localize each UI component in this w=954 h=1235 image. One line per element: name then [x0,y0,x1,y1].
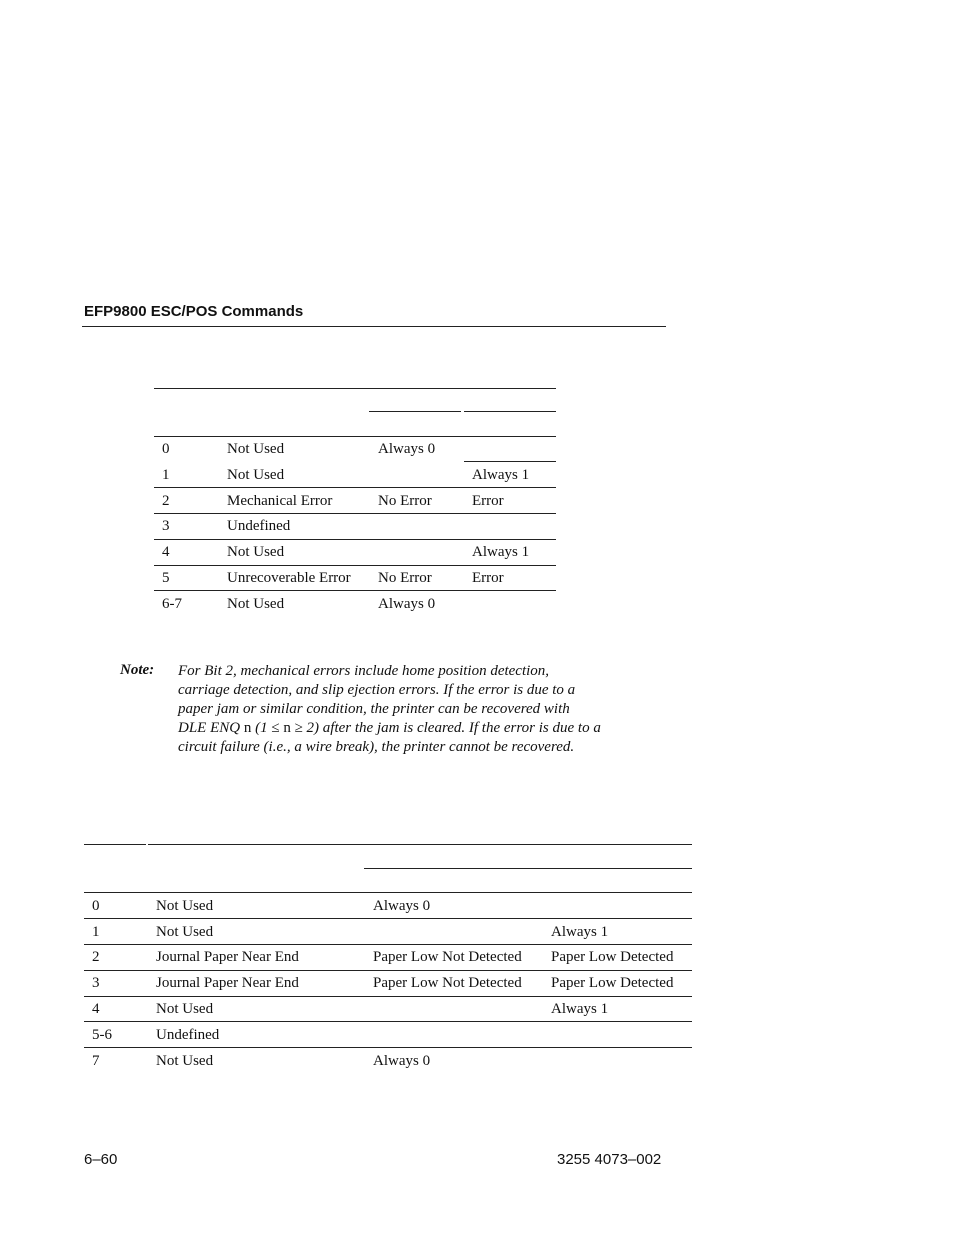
table2-bit-cell: 3 [92,975,100,991]
note-parameter-n: n [243,720,252,736]
table2-row-rule [84,944,692,945]
table1-row-rule [154,539,556,540]
table2-function-cell: Journal Paper Near End [156,975,299,991]
table1-row-rule [154,565,556,566]
table2-function-cell: Not Used [156,924,214,940]
table2-row-rule [84,918,692,919]
note-range-text: ≥ 2) after the jam is cleared. If the error is due to a [290,720,601,736]
table2-function-cell: Not Used [156,898,214,914]
table1-off-cell: No Error [378,570,432,586]
note-label: Note: [120,662,155,678]
table1-off-cell: Always 0 [378,596,436,612]
note-line [178,719,678,738]
note-parameter-n: n [283,720,291,736]
table1-subheader-rule-b [464,411,556,412]
table1-bit-cell: 3 [162,518,170,534]
table2-bit-cell: 5-6 [92,1027,112,1043]
table2-row-rule [84,1021,692,1022]
table1-function-cell: Not Used [227,441,285,457]
table2-row-rule [84,970,692,971]
page-header-title: EFP9800 ESC/POS Commands [84,303,304,320]
table1-bit-cell: 0 [162,441,170,457]
table2-bit-cell: 4 [92,1001,100,1017]
table2-bit-cell: 7 [92,1053,100,1069]
note-line: carriage detection, and slip ejection errors. If the error is due to a [178,682,576,698]
table2-off-cell: Always 0 [373,1053,431,1069]
table2-off-cell: Always 0 [373,898,431,914]
header-rule [82,326,666,327]
table2-on-cell: Always 1 [551,1001,609,1017]
table1-bit-cell: 5 [162,570,170,586]
note-line: circuit failure (i.e., a wire break), the printer cannot be recovered. [178,739,575,755]
table1-bit-cell: 4 [162,544,170,560]
table1-row-rule [464,461,556,462]
table1-bit-cell: 2 [162,493,170,509]
note-line: For Bit 2, mechanical errors include home position detection, [178,663,550,679]
table2-on-cell: Paper Low Detected [551,949,674,965]
note-text [178,662,678,757]
table1-on-cell: Always 1 [472,544,530,560]
document-number: 3255 4073–002 [557,1151,662,1168]
table1-on-cell: Error [472,570,504,586]
table1-on-cell: Always 1 [472,467,530,483]
table1-bit-cell: 1 [162,467,170,483]
table2-bit-cell: 2 [92,949,100,965]
note-line: paper jam or similar condition, the printer can be recovered with [178,701,570,717]
note-range-text: (1 ≤ [251,720,284,736]
table2-top-rule-a [84,844,146,845]
table1-off-cell: No Error [378,493,432,509]
table1-function-cell: Unrecoverable Error [227,570,351,586]
page-number: 6–60 [84,1151,118,1168]
table1-function-cell: Undefined [227,518,291,534]
table2-bit-cell: 1 [92,924,100,940]
table1-function-cell: Not Used [227,544,285,560]
table2-bit-cell: 0 [92,898,100,914]
table2-function-cell: Not Used [156,1001,214,1017]
table1-row-rule [154,513,556,514]
table1-function-cell: Mechanical Error [227,493,333,509]
table2-subheader-rule [364,868,692,869]
table1-bit-cell: 6-7 [162,596,182,612]
table1-row-rule [154,590,556,591]
table2-on-cell: Paper Low Detected [551,975,674,991]
table2-on-cell: Always 1 [551,924,609,940]
note-command-text: DLE ENQ [178,720,244,736]
table2-function-cell: Journal Paper Near End [156,949,299,965]
table2-function-cell: Not Used [156,1053,214,1069]
table1-row-rule [154,487,556,488]
table2-row-rule [84,1047,692,1048]
table2-function-cell: Undefined [156,1027,220,1043]
table1-function-cell: Not Used [227,596,285,612]
table1-on-cell: Error [472,493,504,509]
table2-off-cell: Paper Low Not Detected [373,975,522,991]
table1-subheader-rule-a [369,411,461,412]
table1-top-rule [154,388,556,389]
table1-header-rule [154,436,556,437]
table2-top-rule-b [148,844,692,845]
table2-off-cell: Paper Low Not Detected [373,949,522,965]
table2-header-rule [84,892,692,893]
table1-off-cell: Always 0 [378,441,436,457]
table2-row-rule [84,996,692,997]
table1-function-cell: Not Used [227,467,285,483]
